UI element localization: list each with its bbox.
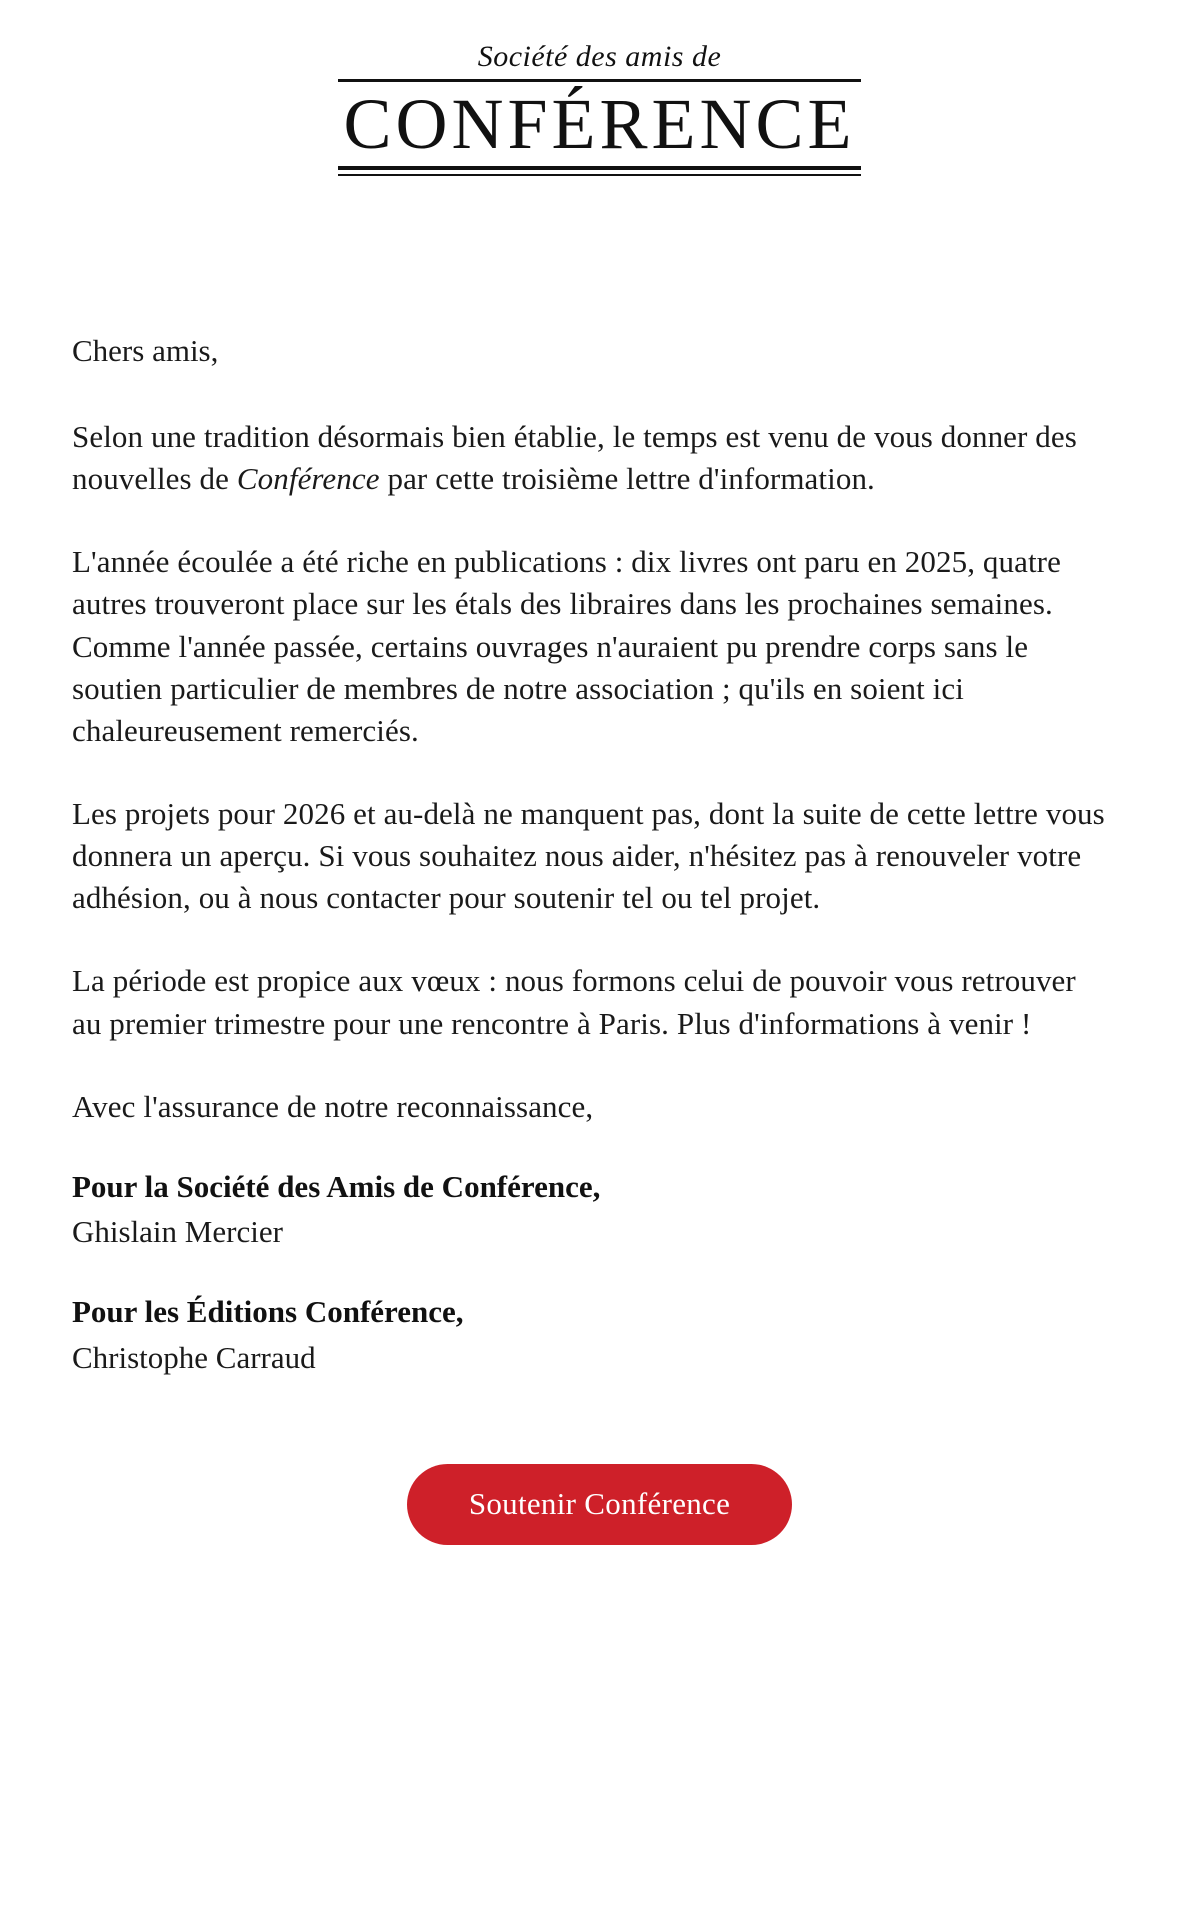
paragraph-1-journal-name: Conférence bbox=[236, 461, 380, 497]
signature-group bbox=[72, 1291, 1127, 1378]
salutation: Chers amis, bbox=[72, 332, 219, 368]
paragraph-1-text-after: par cette troisième lettre d'information. bbox=[379, 461, 875, 497]
paragraph-3: Les projets pour 2026 et au-delà ne manquent pas, dont la suite de cette lettre vous donnera un aperçu. Si vous souhaitez nous aider, n'hésitez pas à renouveler votre adhésion, ou à nous contacter pour soutenir tel ou tel projet. bbox=[72, 796, 1105, 916]
paragraph-1-text-before: Selon une tradition désormais bien établie, le temps est venu de vous donner des nouvelles de bbox=[72, 418, 1077, 497]
masthead-rule-bottom-thick bbox=[338, 166, 861, 170]
soutenir-conference-button[interactable]: Soutenir Conférence bbox=[407, 1464, 792, 1545]
signature-heading: Pour les Éditions Conférence, bbox=[72, 1294, 464, 1329]
paragraph-4: La période est propice aux vœux : nous formons celui de pouvoir vous retrouver au premier trimestre pour une rencontre à Paris. Plus d'informations à venir ! bbox=[72, 963, 1076, 1041]
letter-top-spacer bbox=[72, 180, 1127, 330]
signature-name: Christophe Carraud bbox=[72, 1339, 316, 1375]
closing-line: Avec l'assurance de notre reconnaissance, bbox=[72, 1088, 594, 1124]
masthead-title: CONFÉRENCE bbox=[343, 84, 856, 164]
signature-name: Ghislain Mercier bbox=[72, 1214, 283, 1250]
paragraph-2: L'année écoulée a été riche en publications : dix livres ont paru en 2025, quatre autres trouveront place sur les étals des libraires dans les prochaines semaines. Comme l'année passée, certains ouvrages n'auraient pu prendre corps sans le soutien particulier de membres de notre association ; qu'ils en soient ici chaleureusement remerciés. bbox=[72, 544, 1061, 748]
masthead-rule-bottom-thin bbox=[338, 174, 861, 176]
signature-block bbox=[72, 1166, 1127, 1378]
masthead bbox=[0, 0, 1199, 180]
signature-heading: Pour la Société des Amis de Conférence, bbox=[72, 1168, 601, 1204]
masthead-logo bbox=[338, 40, 861, 176]
paragraph-1 bbox=[72, 416, 1112, 500]
masthead-kicker: Société des amis de bbox=[477, 40, 722, 73]
signature-group bbox=[72, 1166, 1127, 1253]
cta-section bbox=[0, 1378, 1199, 1605]
letter-body bbox=[0, 180, 1199, 1378]
